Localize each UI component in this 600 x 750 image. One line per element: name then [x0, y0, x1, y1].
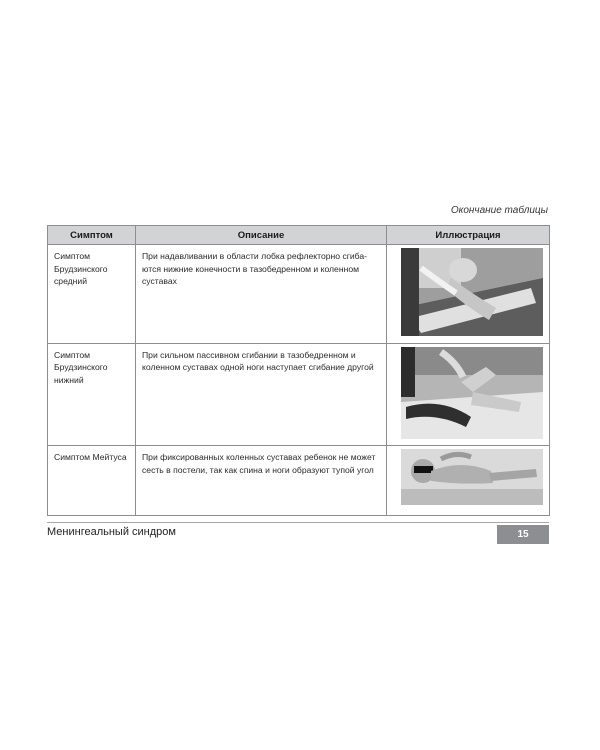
illustration-photo [401, 248, 543, 336]
illustration-cell [387, 343, 550, 446]
page-number: 15 [497, 525, 549, 544]
symptoms-table [47, 225, 550, 516]
table-caption: Окончание таблицы [450, 205, 548, 216]
table-header-row [48, 226, 550, 245]
illustration-photo [401, 347, 543, 439]
description-cell: При сильном пассивном сгибании в тазобедренном и коленном суставах одной ноги наступает сгибание другой [136, 343, 387, 446]
table-row [48, 343, 550, 446]
illustration-photo [401, 449, 543, 505]
illustration-cell [387, 446, 550, 516]
symptom-cell: Симптом Брудзинского средний [48, 245, 136, 344]
symptom-cell: Симптом Брудзинского нижний [48, 343, 136, 446]
symptom-cell: Симптом Мейтуса [48, 446, 136, 516]
table-row [48, 446, 550, 516]
header-description: Описание [136, 226, 387, 245]
description-cell: При надавливании в области лобка рефлекторно сгиба-ются нижние конечности в тазобедренном и коленном суставах [136, 245, 387, 344]
header-illustration: Иллюстрация [387, 226, 550, 245]
illustration-cell [387, 245, 550, 344]
header-symptom: Симптом [48, 226, 136, 245]
footer-divider [47, 522, 549, 523]
description-cell: При фиксированных коленных суставах ребенок не может сесть в постели, так как спина и ноги образуют тупой угол [136, 446, 387, 516]
table-row [48, 245, 550, 344]
footer-title: Менингеальный синдром [47, 526, 176, 538]
